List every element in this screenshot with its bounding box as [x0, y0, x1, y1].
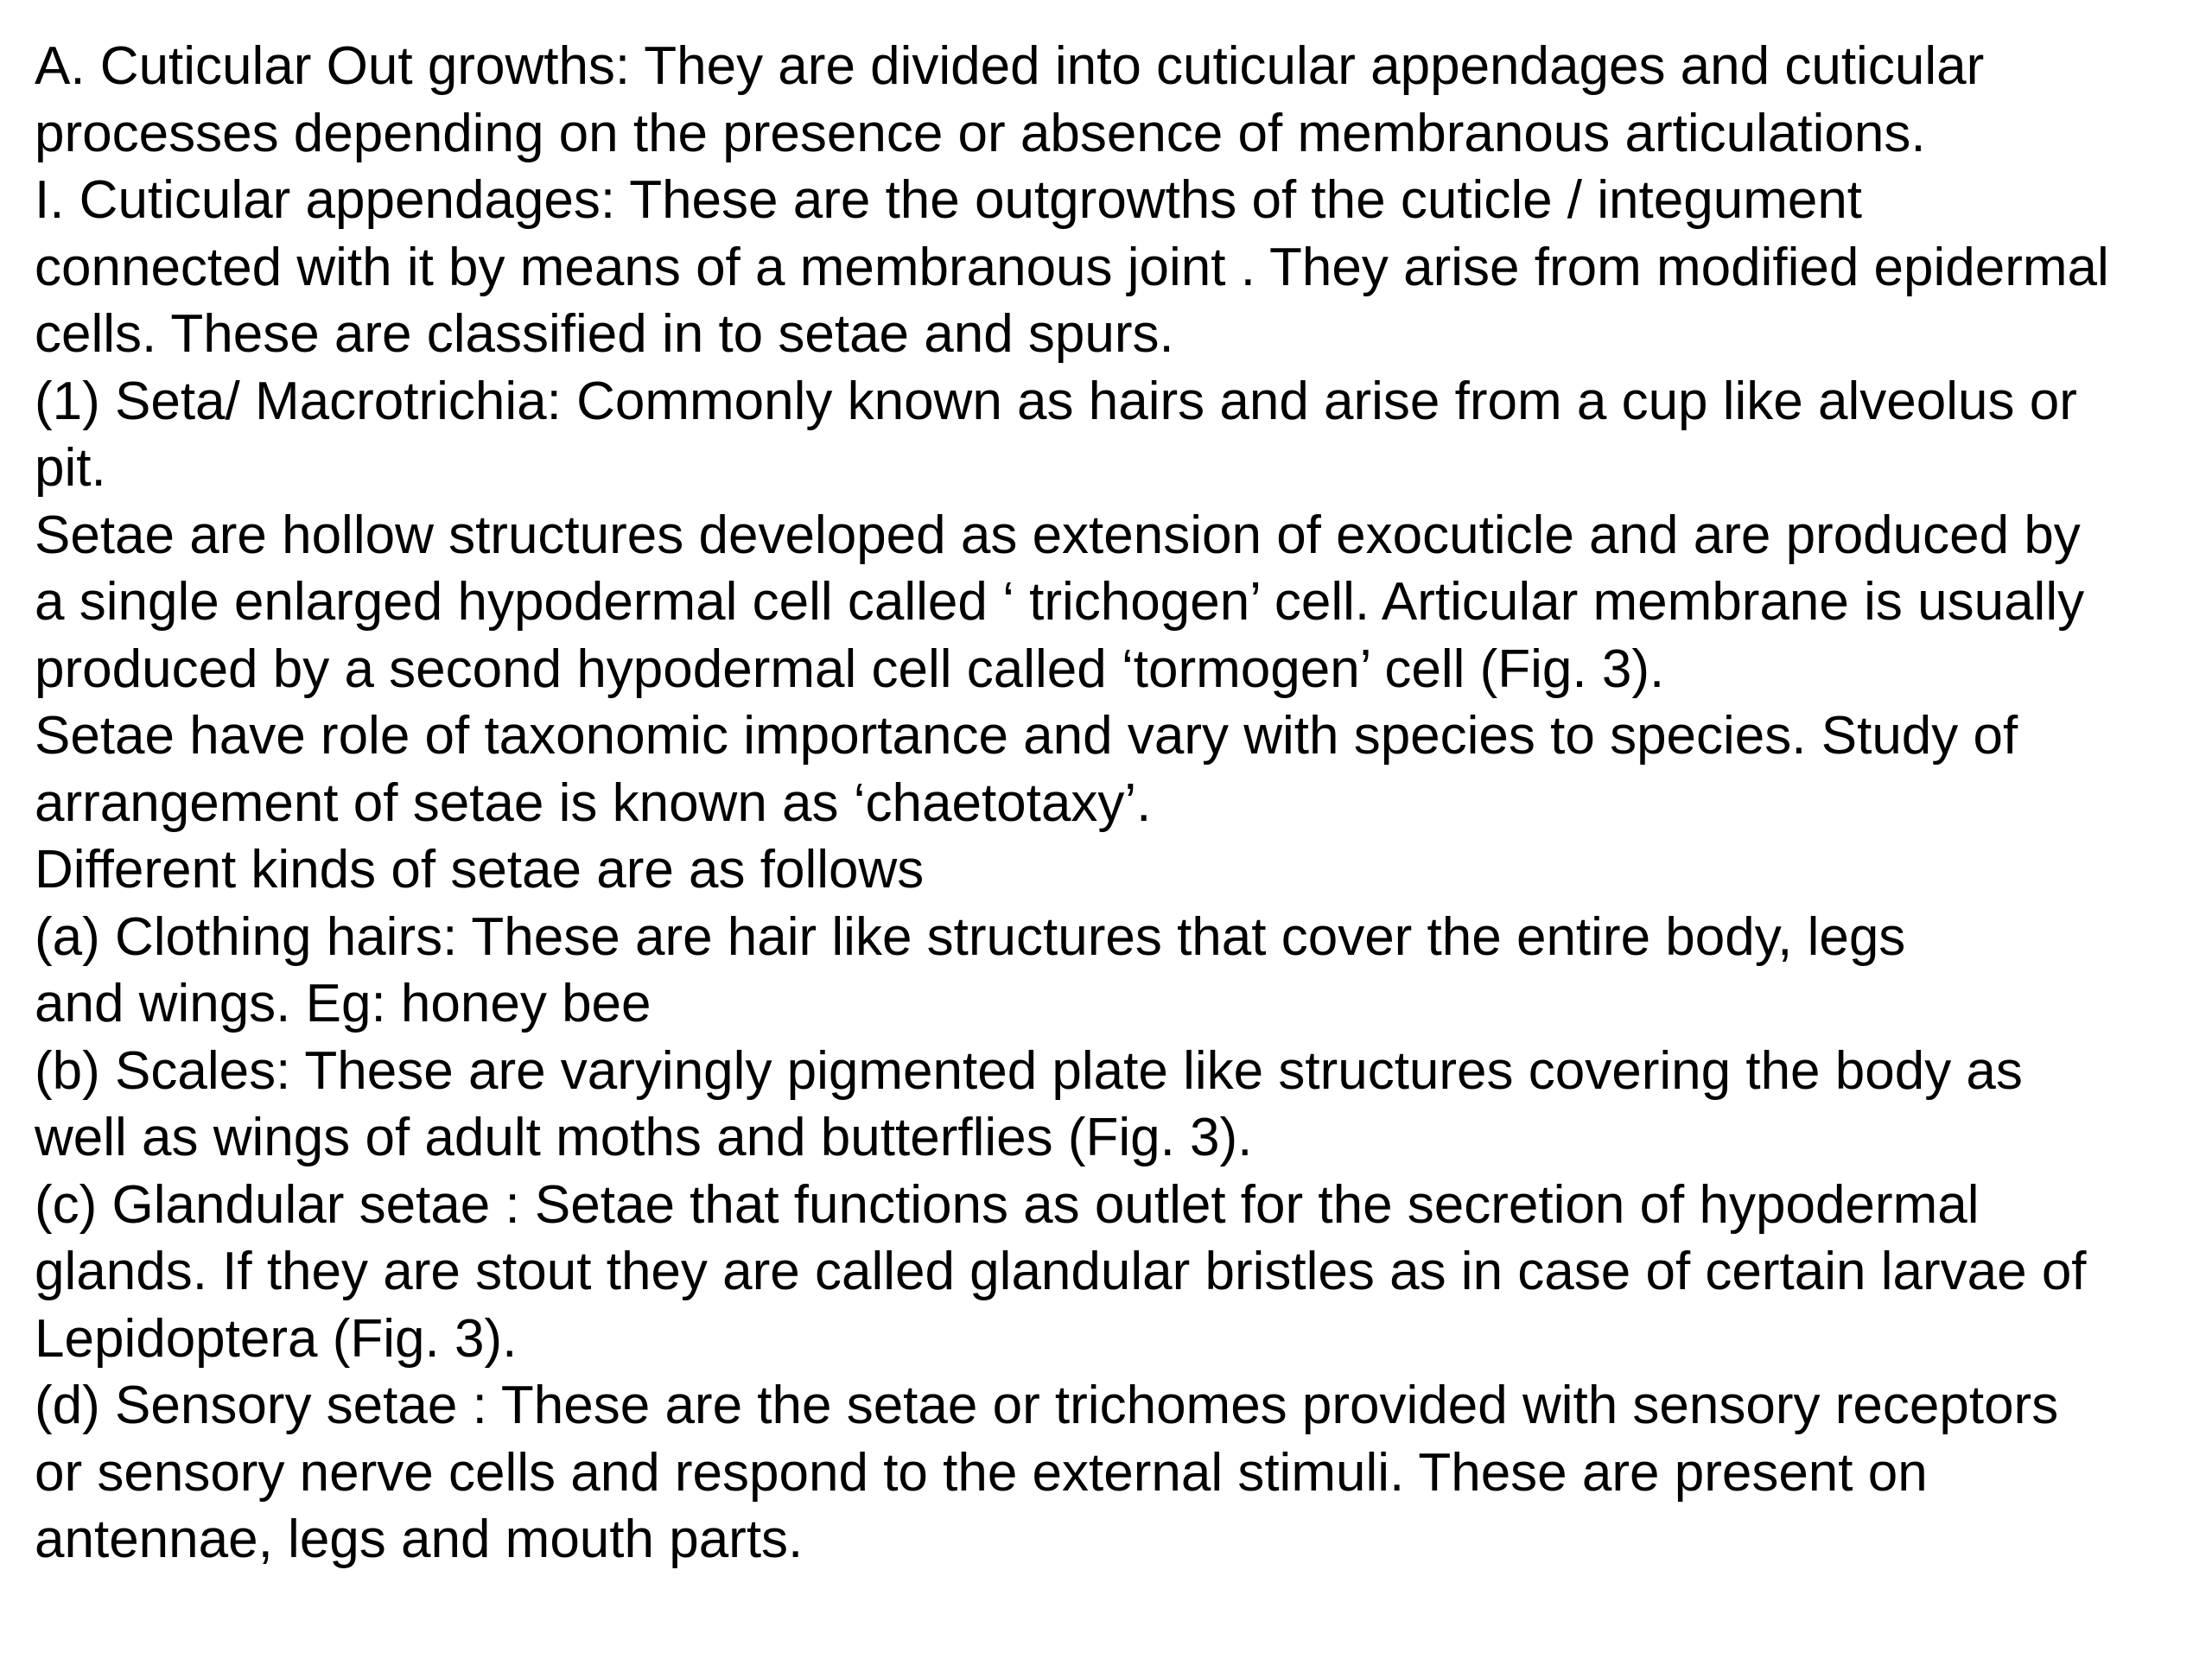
- text-line: Different kinds of setae are as follows: [35, 840, 925, 899]
- text-line: Setae have role of taxonomic importance and vary with species to species. Study of: [35, 706, 2018, 766]
- text-line: processes depending on the presence or absence of membranous articulations.: [35, 103, 1926, 163]
- text-line: connected with it by means of a membranous joint . They arise from modified epidermal: [35, 237, 2109, 297]
- text-line: A. Cuticular Out growths: They are divided into cuticular appendages and cuticular: [35, 36, 1985, 96]
- text-line: (c) Glandular setae : Setae that functions as outlet for the secretion of hypodermal: [35, 1174, 1980, 1235]
- text-line: antennae, legs and mouth parts.: [35, 1510, 804, 1569]
- text-line: (b) Scales: These are varyingly pigmented plate like structures covering the body as: [35, 1040, 2023, 1101]
- text-line: (d) Sensory setae : These are the setae or trichomes provided with sensory receptors: [35, 1376, 2059, 1435]
- text-line: I. Cuticular appendages: These are the outgrowths of the cuticle / integument: [35, 170, 1863, 230]
- text-line: or sensory nerve cells and respond to the external stimuli. These are present on: [35, 1442, 1928, 1503]
- text-line: cells. These are classified in to setae and spurs.: [35, 304, 1174, 364]
- document-body: [35, 33, 2195, 1573]
- text-line: Setae are hollow structures developed as extension of exocuticle and are produced by: [35, 505, 2081, 565]
- text-line: Lepidoptera (Fig. 3).: [35, 1308, 518, 1369]
- text-line: and wings. Eg: honey bee: [35, 974, 652, 1033]
- text-line: (1) Seta/ Macrotrichia: Commonly known as hairs and arise from a cup like alveolus or: [35, 371, 2077, 431]
- text-line: (a) Clothing hairs: These are hair like structures that cover the entire body, legs: [35, 906, 1906, 967]
- text-line: glands. If they are stout they are called glandular bristles as in case of certain larvae of: [35, 1242, 2087, 1301]
- text-line: pit.: [35, 438, 106, 498]
- text-line: produced by a second hypodermal cell called ‘tormogen’ cell (Fig. 3).: [35, 639, 1665, 699]
- text-line: a single enlarged hypodermal cell called ‘ trichogen’ cell. Articular membrane is usually: [35, 572, 2085, 632]
- text-line: arrangement of setae is known as ‘chaetotaxy’.: [35, 772, 1152, 833]
- text-line: well as wings of adult moths and butterflies (Fig. 3).: [35, 1108, 1253, 1167]
